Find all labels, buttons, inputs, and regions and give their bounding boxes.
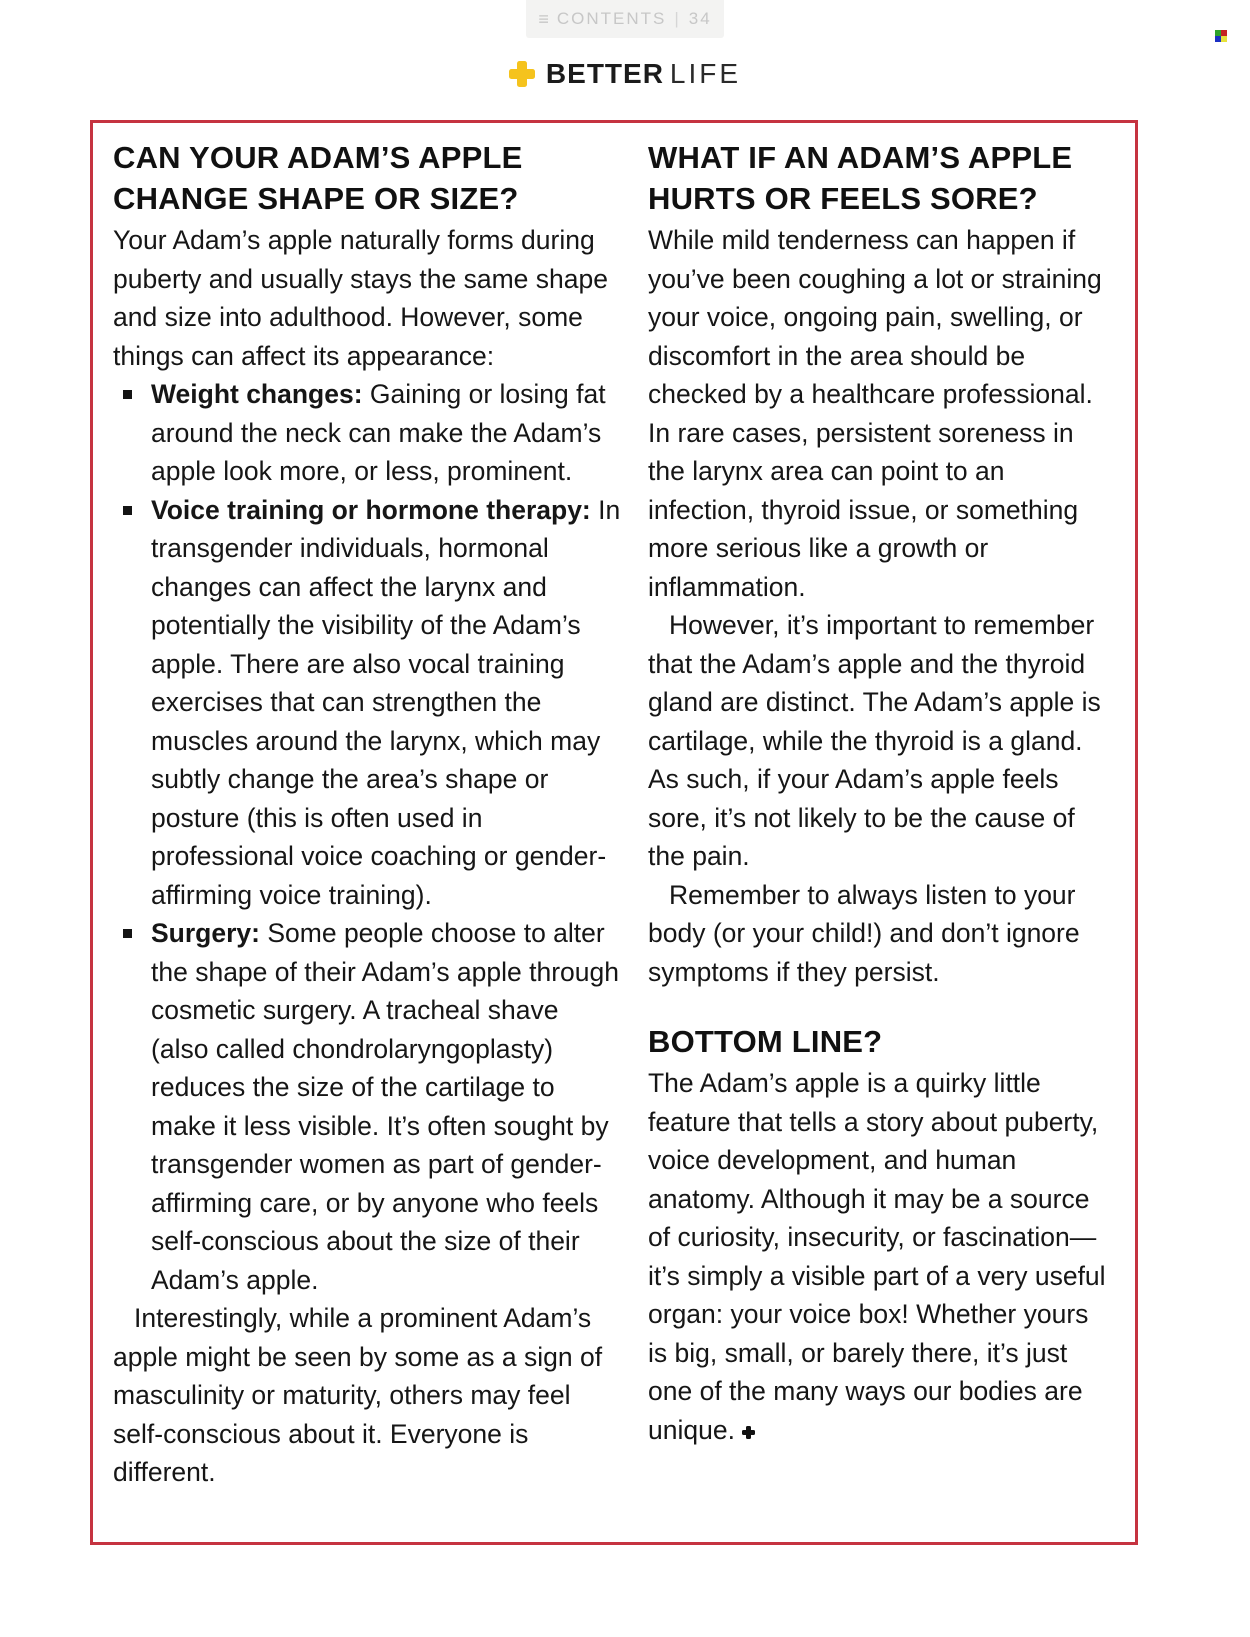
brand-name-bold: BETTER	[545, 58, 664, 89]
right-paragraph-4: The Adam’s apple is a quirky little feature that tells a story about puberty, voice development, and human anatomy. Although it may be a source of curiosity, insecurity, or fascination—it’s simply a visible part of a very useful organ: your voice box! Whether yours is big, small, or barely there, it’s just one of the many ways our bodies are unique.	[648, 1068, 1106, 1445]
bullet-text: Surgery: Some people choose to alter the shape of their Adam’s apple through cosmetic surgery. A tracheal shave (also called chondrolaryngoplasty) reduces the size of the cartilage to make it less visible. It’s often sought by transgender women as part of gender-affirming care, or by anyone who feels self-conscious about the size of their Adam’s apple.	[151, 918, 620, 1295]
right-column	[648, 137, 1111, 1542]
bullet-icon	[123, 929, 132, 938]
contents-nav-button[interactable]	[526, 0, 724, 38]
right-paragraph-2: However, it’s important to remember that the Adam’s apple and the thyroid gland are distinct. The Adam’s apple is cartilage, while the thyroid is a gland. As such, if your Adam’s apple feels sore, it’s not likely to be the cause of the pain.	[648, 610, 1101, 871]
contents-label: CONTENTS	[556, 9, 667, 28]
list-item	[113, 491, 621, 915]
right-paragraph-1: While mild tenderness can happen if you’ve been coughing a lot or straining your voice, ongoing pain, swelling, or discomfort in the area should be checked by a healthcare professional. In rare cases, persistent soreness in the larynx area can point to an infection, thyroid issue, or something more serious like a growth or inflammation.	[648, 225, 1102, 602]
bullet-text: Weight changes: Gaining or losing fat around the neck can make the Adam’s apple look more, or less, prominent.	[151, 379, 606, 486]
brand-logo	[0, 58, 1250, 90]
list-item	[113, 914, 621, 1299]
bullet-icon	[123, 506, 132, 515]
right-heading: WHAT IF AN ADAM’S APPLE HURTS OR FEELS SORE?	[648, 140, 1073, 216]
list-item	[113, 375, 621, 491]
bar-divider: |	[674, 9, 681, 28]
bottom-line-heading: BOTTOM LINE?	[648, 1024, 883, 1059]
menu-icon: ≡	[538, 8, 549, 29]
bullet-icon	[123, 390, 132, 399]
bullet-list	[113, 375, 621, 1299]
grid-yellow-square	[1221, 36, 1227, 42]
color-grid-icon	[1215, 30, 1227, 42]
bullet-text: Voice training or hormone therapy: In transgender individuals, hormonal changes can affect the larynx and potentially the visibility of the Adam’s apple. There are also vocal training exercises that can strengthen the muscles around the larynx, which may subtly change the area’s shape or posture (this is often used in professional voice coaching or gender-affirming voice training).	[151, 494, 621, 910]
end-mark-icon	[742, 1426, 755, 1439]
left-heading: CAN YOUR ADAM’S APPLE CHANGE SHAPE OR SIZE?	[113, 140, 523, 216]
right-paragraph-3: Remember to always listen to your body (or your child!) and don’t ignore symptoms if they persist.	[648, 879, 1080, 987]
brand-name-light: LIFE	[669, 58, 742, 89]
page-number: 34	[688, 9, 712, 28]
left-closing-paragraph: Interestingly, while a prominent Adam’s apple might be seen by some as a sign of masculinity or maturity, others may feel self-conscious about it. Everyone is different.	[113, 1303, 603, 1487]
left-column	[113, 137, 621, 1542]
left-intro-paragraph: Your Adam’s apple naturally forms during puberty and usually stays the same shape and size into adulthood. However, some things can affect its appearance:	[113, 225, 608, 371]
plus-icon	[509, 61, 535, 87]
article-frame	[90, 120, 1138, 1545]
brand-name	[546, 58, 741, 90]
